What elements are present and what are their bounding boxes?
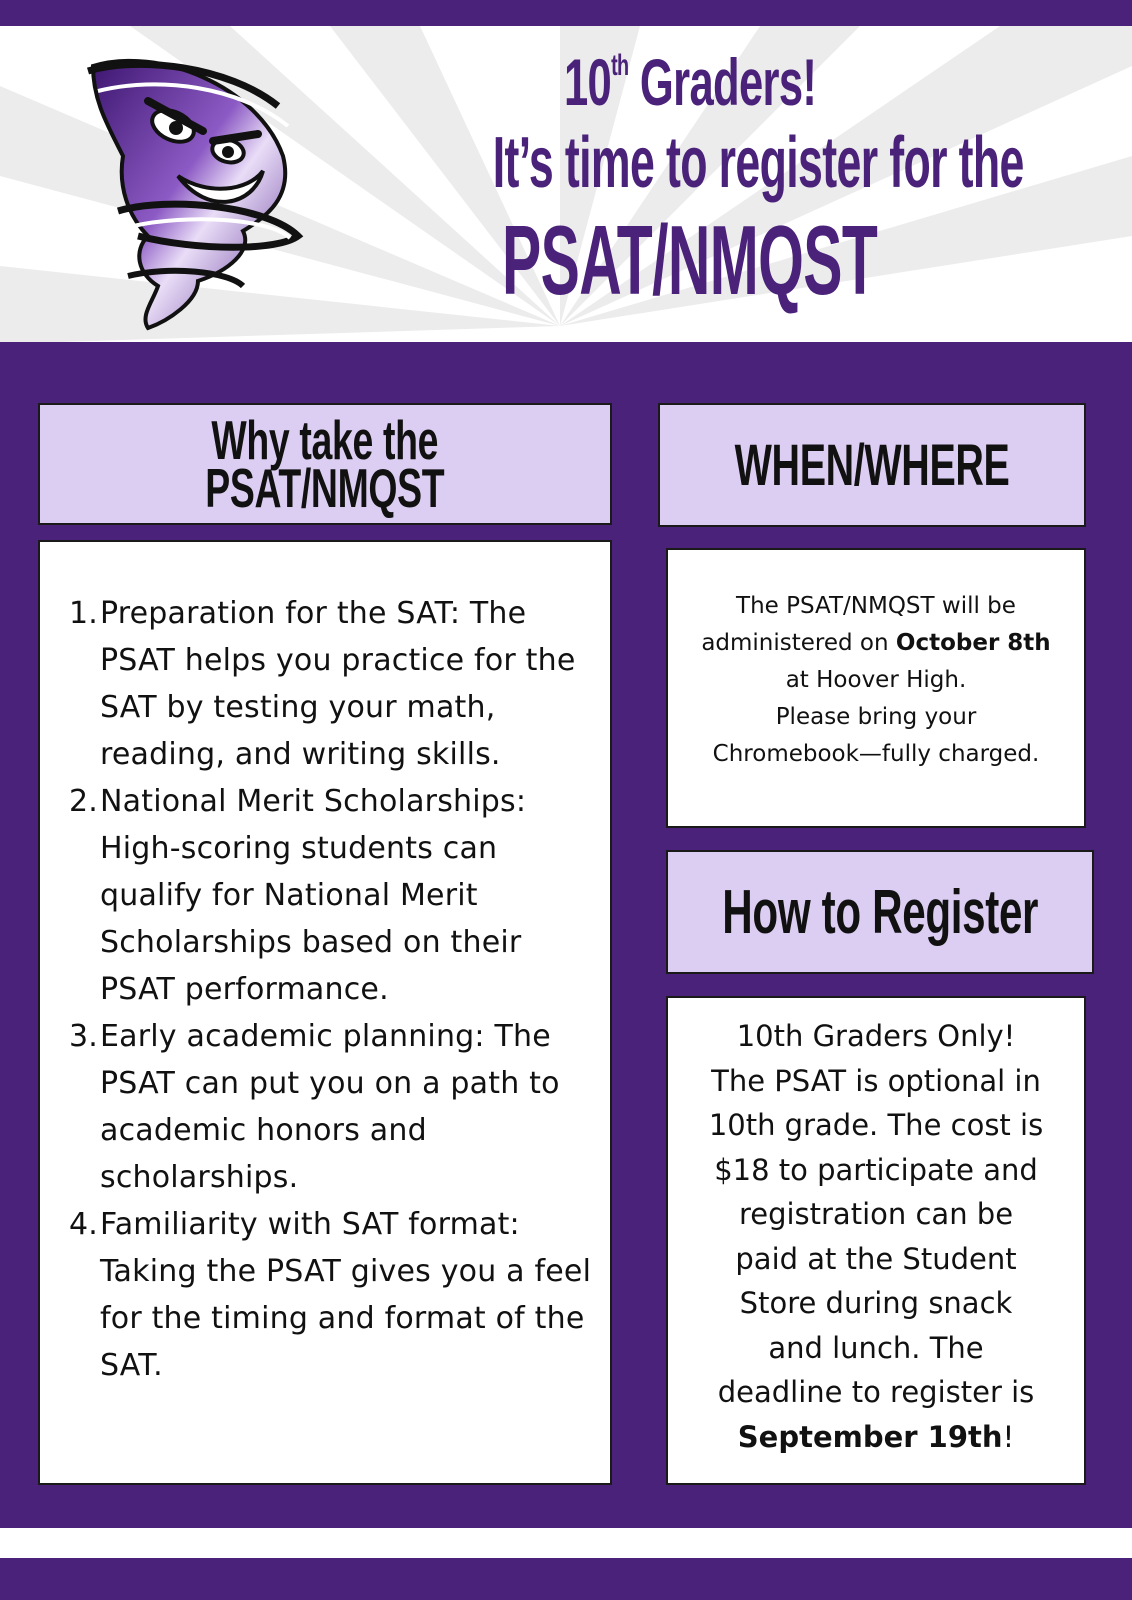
footer-stripe: [0, 1528, 1132, 1558]
list-item: 3. Early academic planning: The PSAT can put you on a path to academic honors and scholarships.: [68, 1019, 560, 1195]
why-content-box: [38, 540, 612, 1485]
when-text: The PSAT/NMQST will be administered on October 8th at Hoover High. Please bring your Chromebook—fully charged.: [701, 593, 1051, 767]
tornado-mascot-icon: [78, 46, 308, 336]
register-text: 10th Graders Only! The PSAT is optional in 10th grade. The cost is $18 to participate and registration can be paid at the Student Store during snack and lunch. The deadline to register is September 19th!: [708, 1019, 1044, 1454]
when-content-box: [666, 548, 1086, 828]
why-heading-box: [38, 403, 612, 525]
list-item: 2. National Merit Scholarships: High-scoring students can qualify for National Merit Scholarships based on their PSAT performance.: [68, 784, 527, 1007]
title-line-2: It’s time to register for the: [492, 123, 1024, 203]
register-heading: How to Register: [722, 877, 1038, 947]
when-heading: WHEN/WHERE: [734, 432, 1010, 498]
register-heading-box: [666, 850, 1094, 974]
when-heading-box: [658, 403, 1086, 527]
header-banner: [0, 26, 1132, 342]
title-line-1: 10th Graders!: [563, 45, 817, 119]
list-item: 4. Familiarity with SAT format: Taking the PSAT gives you a feel for the timing and format of the SAT.: [68, 1207, 592, 1383]
title-line-3: PSAT/NMQST: [502, 205, 878, 315]
deadline-date: September 19th: [737, 1419, 1003, 1454]
why-heading: Why take the PSAT/NMQST: [205, 409, 445, 519]
test-date: October 8th: [895, 630, 1051, 656]
reasons-list: [60, 590, 600, 1389]
register-content-box: [666, 996, 1086, 1485]
list-item: 1. Preparation for the SAT: The PSAT helps you practice for the SAT by testing your math, reading, and writing skills.: [68, 596, 576, 772]
